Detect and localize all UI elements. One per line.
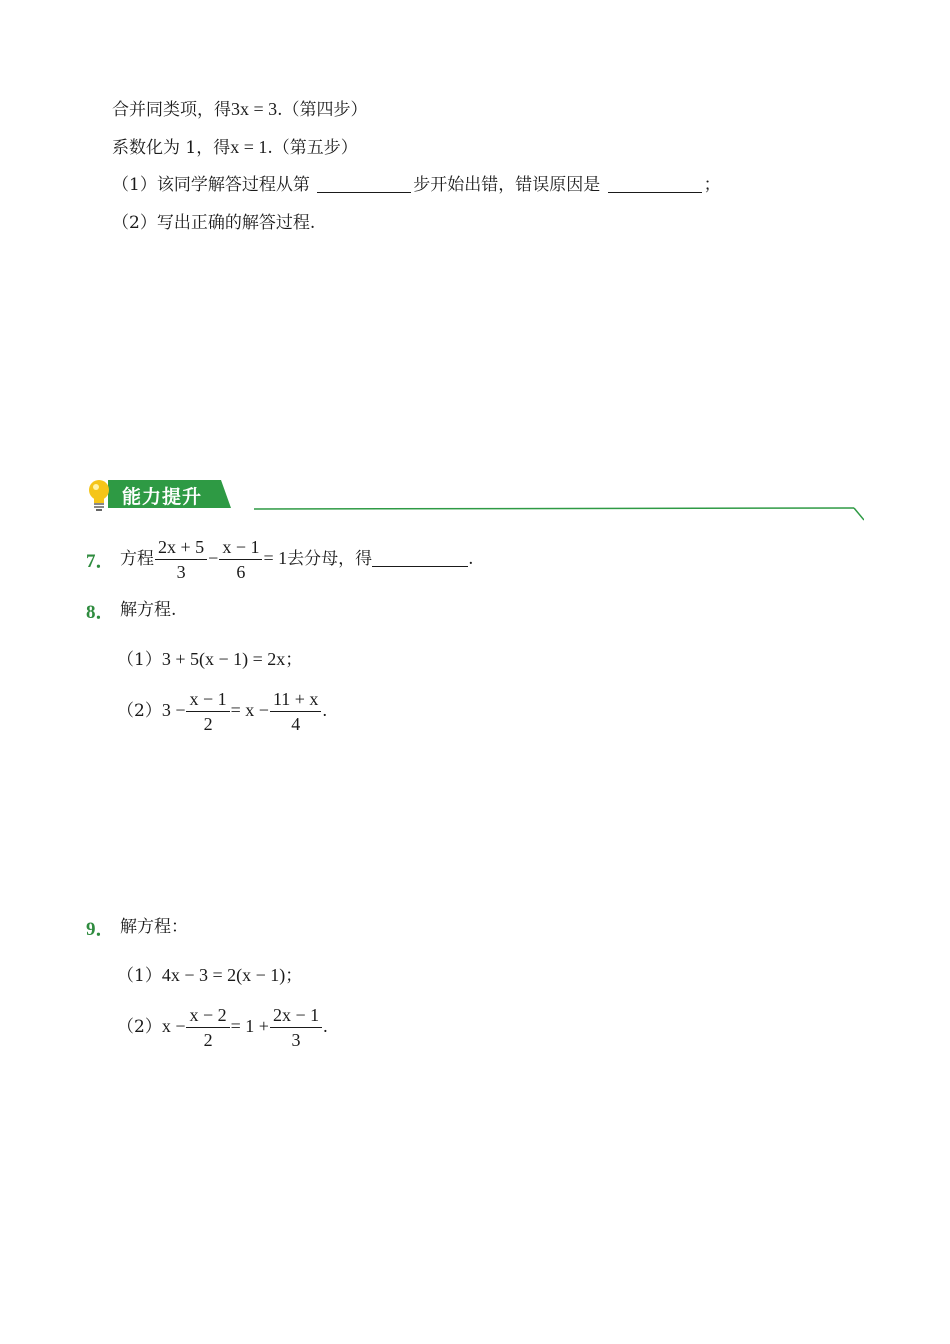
step-five-equation: x = 1 bbox=[230, 137, 268, 157]
question-7-lead: 方程 bbox=[120, 549, 154, 569]
fraction-denominator: 3 bbox=[291, 1030, 301, 1050]
equation-rhs: = 1 bbox=[263, 548, 288, 568]
section-banner bbox=[88, 476, 864, 522]
fraction-numerator: x − 2 bbox=[186, 1003, 229, 1028]
fraction-2x-minus-1-over-3 bbox=[270, 1003, 322, 1052]
fraction-denominator: 6 bbox=[236, 562, 246, 582]
fraction-numerator: x − 1 bbox=[219, 535, 262, 560]
question-9-number: 9． bbox=[86, 919, 115, 940]
answer-blank-q7[interactable] bbox=[372, 548, 468, 567]
question-8-part-1 bbox=[117, 647, 302, 672]
answer-blank-step[interactable] bbox=[317, 174, 411, 193]
question-8-title: 解方程. bbox=[120, 600, 177, 620]
equation-left: x − bbox=[161, 1016, 186, 1036]
fraction-x-minus-1-over-2 bbox=[186, 687, 229, 736]
question-8-part-2 bbox=[117, 685, 327, 736]
part-label: （1） bbox=[117, 966, 162, 986]
lightbulb-icon bbox=[86, 478, 114, 512]
question-9-part-1 bbox=[117, 963, 302, 988]
fraction-x-minus-1-over-6 bbox=[219, 535, 262, 584]
question-part-1-text-c: ； bbox=[703, 175, 721, 195]
fraction-denominator: 4 bbox=[291, 714, 301, 734]
fraction-numerator: 2x − 1 bbox=[270, 1003, 322, 1028]
question-part-2-text: （2）写出正确的解答过程. bbox=[112, 213, 316, 233]
step-four-text: 合并同类项，得 bbox=[112, 100, 231, 120]
equation: 3 + 5(x − 1) = 2x bbox=[161, 649, 286, 669]
question-part-1-text-a: （1）该同学解答过程从第 bbox=[112, 175, 310, 195]
question-part-1-text-b: 步开始出错，错误原因是 bbox=[413, 175, 601, 195]
equation-middle: = x − bbox=[230, 700, 269, 720]
part-end: ； bbox=[285, 966, 303, 986]
part-label: （1） bbox=[117, 650, 162, 670]
answer-blank-reason[interactable] bbox=[608, 174, 702, 193]
step-four-line bbox=[112, 97, 368, 122]
question-part-1 bbox=[112, 173, 721, 197]
fraction-denominator: 2 bbox=[203, 1030, 213, 1050]
fraction-11-plus-x-over-4 bbox=[270, 687, 321, 736]
minus-sign: − bbox=[208, 548, 219, 568]
fraction-numerator: 11 + x bbox=[270, 687, 321, 712]
question-8-number: 8． bbox=[86, 602, 115, 623]
fraction-numerator: x − 1 bbox=[186, 687, 229, 712]
step-four-suffix: .（第四步） bbox=[277, 100, 368, 120]
question-7 bbox=[120, 533, 474, 584]
fraction-denominator: 2 bbox=[203, 714, 213, 734]
step-five-text: 系数化为 1，得 bbox=[112, 138, 231, 158]
section-title: 能力提升 bbox=[122, 486, 203, 508]
equation: 4x − 3 = 2(x − 1) bbox=[161, 965, 286, 985]
fraction-2x-plus-5-over-3 bbox=[155, 535, 207, 584]
question-7-end: . bbox=[468, 549, 474, 569]
part-label: （2） bbox=[117, 1017, 162, 1037]
step-five-line bbox=[112, 135, 358, 160]
equation-left: 3 − bbox=[161, 700, 186, 720]
equation-middle: = 1 + bbox=[230, 1016, 269, 1036]
question-9-title: 解方程： bbox=[120, 917, 188, 937]
part-label: （2） bbox=[117, 701, 162, 721]
fraction-x-minus-2-over-2 bbox=[186, 1003, 229, 1052]
question-7-tail: 去分母，得 bbox=[287, 549, 373, 569]
question-7-number: 7． bbox=[86, 551, 115, 572]
question-9-part-2 bbox=[117, 1001, 328, 1052]
part-end: . bbox=[323, 1016, 328, 1036]
fraction-denominator: 3 bbox=[176, 562, 186, 582]
part-end: . bbox=[322, 700, 327, 720]
fraction-numerator: 2x + 5 bbox=[155, 535, 207, 560]
part-end: ； bbox=[285, 650, 303, 670]
question-part-2 bbox=[112, 211, 315, 235]
step-four-equation: 3x = 3 bbox=[231, 99, 278, 119]
step-five-suffix: .（第五步） bbox=[267, 138, 358, 158]
